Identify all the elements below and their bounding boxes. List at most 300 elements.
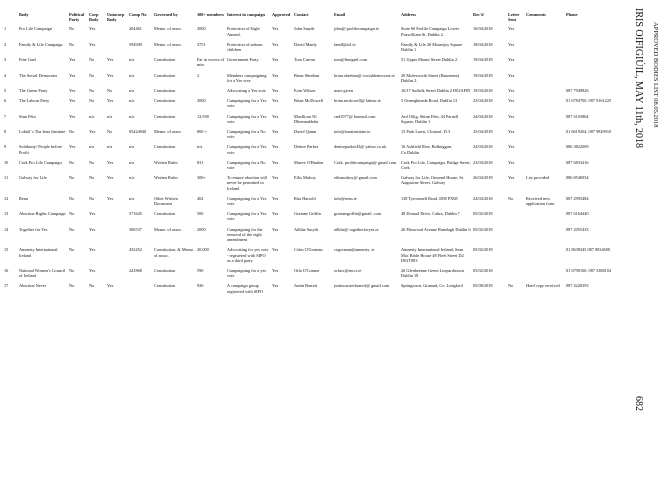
- table-cell: Cork Pro Life Campaign: [19, 159, 62, 165]
- table-cell: 2: [4, 41, 7, 47]
- table-cell: Government Party: [227, 57, 259, 63]
- running-header: [628, 8, 659, 482]
- table-row: [4, 175, 614, 196]
- table-cell: [526, 129, 566, 144]
- table-cell: Family & Life Campaign: [19, 41, 63, 47]
- table-cell: 20,000: [197, 247, 209, 253]
- table-cell: Yes: [107, 98, 114, 104]
- table-cell: Yes: [272, 283, 279, 289]
- table-cell: Lobáil 's Tha Iona Institute: [19, 129, 66, 135]
- table-cell: 24/04/2018: [473, 113, 493, 119]
- table-cell: Yes: [107, 175, 114, 181]
- table-cell: [526, 42, 566, 57]
- table-cell: [526, 160, 566, 175]
- table-cell: [107, 42, 129, 57]
- table-cell: [526, 88, 566, 98]
- table-cell: The Green Party: [19, 88, 48, 94]
- table-cell: brian.sheehan@ socialdemocrats.ie: [334, 72, 395, 78]
- column-header: Email: [334, 12, 345, 17]
- table-cell: Suite 60 Prolife Campaign Lower Fitzwilliam St. Dublin 2.: [401, 26, 459, 37]
- table-cell: 571645: [129, 211, 142, 217]
- table-cell: 01 6790100, 087 3388104: [566, 267, 612, 273]
- table-cell: 12: [4, 195, 9, 201]
- table-cell: john@ prolifecampaign.ie: [334, 26, 380, 32]
- table-cell: 594949: [129, 41, 142, 47]
- table-cell: 16 Ashfield Rise, Balbriggan, Co.Dublin: [401, 144, 452, 155]
- table-cell: A campaign group registered with SIPO: [227, 283, 264, 294]
- table-cell: 5 Ormeghmede Road, Dublin 13: [401, 98, 458, 104]
- table-cell: Constitution: [154, 283, 176, 289]
- table-row: [4, 114, 614, 129]
- table-cell: Yes: [69, 72, 76, 78]
- table-cell: Campaigning for the removal of the eight amendment: [227, 226, 263, 243]
- table-cell: Together for Yes: [19, 226, 48, 232]
- table-cell: Yes: [272, 57, 279, 63]
- table-cell: Renu: [19, 195, 29, 201]
- table-cell: 01 8638345 087 9834690: [566, 247, 611, 253]
- table-cell: info@ionainstitute.ie: [334, 129, 371, 135]
- table-cell: [107, 247, 129, 268]
- table-row: [4, 73, 614, 88]
- table-cell: Far in excess of min.: [197, 57, 225, 68]
- table-cell: [107, 26, 129, 41]
- table-cell: Yes: [107, 283, 114, 289]
- table-cell: List provided: [526, 175, 550, 181]
- table-cell: 087 7949826: [566, 88, 589, 94]
- table-cell: 51 Upper Mount Street Dublin 2.: [401, 57, 459, 63]
- table-cell: No: [508, 283, 514, 289]
- table-cell: Yes: [107, 159, 114, 165]
- table-row: [4, 160, 614, 175]
- table-row: [4, 211, 614, 226]
- table-cell: 14: [4, 226, 9, 232]
- table-cell: Memo. of assoc.: [154, 226, 183, 232]
- column-header: Political Party: [69, 12, 85, 23]
- table-cell: 087 4220393: [566, 283, 589, 289]
- table-cell: Yes: [89, 247, 96, 253]
- table-cell: Maeve O'Hanlon: [294, 159, 324, 165]
- table-cell: No: [69, 159, 75, 165]
- table-header-row: [4, 12, 614, 26]
- table-cell: 11: [4, 175, 9, 181]
- table-cell: [197, 88, 227, 98]
- table-cell: Yes: [69, 57, 76, 63]
- table-cell: No: [89, 195, 95, 201]
- table-cell: Eilis Mulroy: [294, 175, 316, 181]
- table-cell: Campaigning for a Yes vote: [227, 98, 267, 109]
- table-cell: 12,938: [197, 113, 209, 119]
- table-cell: 13: [4, 211, 9, 217]
- table-cell: The Labour Party: [19, 98, 50, 104]
- table-cell: Springtown, Granard, Co. Longford: [401, 283, 463, 289]
- table-cell: [526, 57, 566, 72]
- table-cell: Yes: [272, 226, 279, 232]
- table-cell: Abortion Never: [19, 283, 47, 289]
- table-cell: 2: [197, 72, 200, 78]
- table-cell: Amnesty International Ireland, Sean Mac Bride House 48 Fleet Street D2 D02T883: [401, 247, 464, 263]
- table-row: [4, 196, 614, 211]
- table-cell: No: [89, 57, 95, 63]
- table-cell: 23/04/2018: [473, 98, 493, 104]
- table-cell: Rita Harrold: [294, 195, 316, 201]
- table-cell: Galway for Life, Ormond House, St. Augustine Street, Galway: [401, 175, 465, 186]
- table-cell: Brian Sheehan: [294, 72, 320, 78]
- table-row: [4, 247, 614, 268]
- table-cell: cnd1977@ hotmail.com: [334, 113, 376, 119]
- table-cell: [526, 114, 566, 129]
- table-cell: Constitution: [154, 57, 176, 63]
- table-cell: n/a: [129, 72, 135, 78]
- table-cell: 48 Donard Drive, Cabra, Dublin 7: [401, 211, 460, 217]
- table-cell: n/a: [129, 175, 135, 181]
- table-cell: 300+: [197, 175, 206, 181]
- table-cell: 241868: [129, 267, 142, 273]
- table-cell: No: [69, 211, 75, 217]
- table-cell: Yes: [272, 26, 279, 32]
- table-cell: n/a: [129, 57, 135, 63]
- table-cell: 05/02/2018: [473, 211, 493, 217]
- column-header: Corp Body: [89, 12, 99, 23]
- table-cell: 500: [197, 211, 204, 217]
- table-cell: David Manly: [294, 41, 317, 47]
- table-cell: Yes: [508, 88, 515, 94]
- table-row: [4, 227, 614, 248]
- table-cell: [526, 26, 566, 41]
- table-cell: Yes: [89, 267, 96, 273]
- approved-bodies-table: [4, 12, 614, 299]
- table-cell: Written Rules: [154, 159, 178, 165]
- table-cell: Yes: [89, 26, 96, 32]
- table-cell: To ensure abortion will never be permitted in Ireland: [227, 175, 267, 191]
- table-cell: Ard Oilig, Shinn Féin, 44 Parnell Square, Dublin 1: [401, 113, 459, 124]
- table-cell: cogorman@amnesty. ie: [334, 247, 375, 253]
- table-cell: Yes: [508, 129, 515, 135]
- table-cell: Yes: [69, 98, 76, 104]
- table-cell: [129, 283, 154, 298]
- table-cell: Sinn Féin: [19, 113, 36, 119]
- table-cell: Constitution, & Memo. of assoc.: [154, 247, 195, 258]
- table-cell: 087 6103864: [566, 113, 589, 119]
- table-cell: No: [508, 195, 514, 201]
- table-cell: 05424940: [129, 129, 147, 135]
- table-cell: Other Written Document: [154, 195, 178, 207]
- table-cell: none given: [334, 88, 353, 94]
- table-cell: n/a: [89, 113, 95, 119]
- table-cell: Yes: [272, 195, 279, 201]
- table-cell: 926: [197, 283, 204, 289]
- table-cell: 087 6833416: [566, 159, 589, 165]
- column-header: Body: [19, 12, 29, 17]
- table-cell: [526, 144, 566, 159]
- table-cell: Constitution: [154, 211, 176, 217]
- table-cell: [566, 42, 614, 57]
- table-cell: Yes: [69, 144, 76, 150]
- table-cell: 204461: [129, 26, 142, 32]
- table-cell: 15: [4, 247, 9, 253]
- table-cell: Memo. of assoc.: [154, 41, 183, 47]
- table-cell: n/a: [129, 88, 135, 94]
- column-header: Rec'd: [473, 12, 484, 17]
- table-cell: Yes: [272, 267, 279, 273]
- table-cell: Fine Gael: [19, 57, 36, 63]
- table-cell: No: [69, 247, 75, 253]
- table-cell: [508, 227, 526, 248]
- table-cell: 087 2055433: [566, 226, 589, 232]
- column-header: [4, 12, 19, 26]
- table-cell: 432452: [129, 247, 142, 253]
- table-cell: Colm O'Gorman: [294, 247, 323, 253]
- table-cell: fandl@iol.ie: [334, 41, 356, 47]
- table-cell: n/a: [197, 144, 203, 150]
- table-cell: No: [89, 283, 95, 289]
- table-cell: Advocating a Yes vote: [227, 88, 266, 94]
- table-cell: [107, 227, 129, 248]
- table-cell: Yes: [89, 226, 96, 232]
- table-cell: Yes: [508, 113, 515, 119]
- table-cell: Brian McDowell: [294, 98, 323, 104]
- table-row: [4, 42, 614, 57]
- table-cell: Yes: [272, 41, 279, 47]
- table-cell: [107, 268, 129, 283]
- table-cell: Yes: [272, 129, 279, 135]
- table-cell: 3000: [197, 98, 206, 104]
- table-cell: n/a: [129, 98, 135, 104]
- table-cell: Yes: [272, 98, 279, 104]
- table-cell: grainnegriffin@gmail. com: [334, 211, 382, 217]
- table-cell: 16/04/2018: [473, 26, 493, 32]
- column-header: 300+ members: [197, 12, 224, 17]
- table-cell: Yes: [508, 159, 515, 165]
- table-cell: Yes: [107, 57, 114, 63]
- table-cell: No: [89, 159, 95, 165]
- table-cell: n/a: [129, 195, 135, 201]
- table-row: [4, 144, 614, 159]
- table-cell: 3000: [197, 26, 206, 32]
- table-cell: 26 Elmwood Avenue Ranelagh Dublin 6: [401, 226, 471, 232]
- table-cell: 086 8546934: [566, 175, 589, 181]
- table-cell: Memo. of assoc.: [154, 26, 183, 32]
- table-cell: Yes: [272, 159, 279, 165]
- table-cell: 590: [197, 267, 204, 273]
- table-cell: No: [107, 129, 113, 135]
- table-row: [4, 26, 614, 41]
- table-cell: n/a: [89, 144, 95, 150]
- table-body: [4, 26, 614, 298]
- column-header: Address: [401, 12, 416, 17]
- table-cell: 19/04/2018: [473, 72, 493, 78]
- table-cell: Justin Barrett: [294, 283, 318, 289]
- table-cell: Yes: [89, 41, 96, 47]
- table-cell: Maolliosa Ní Dhomnabháin: [294, 113, 319, 124]
- table-cell: Campaigning for a yes vote: [227, 267, 267, 279]
- table-cell: Written Rules: [154, 175, 178, 181]
- table-cell: 17: [4, 283, 9, 289]
- table-cell: [526, 73, 566, 88]
- table-cell: 3: [4, 57, 7, 63]
- table-cell: Constitution: [154, 113, 176, 119]
- table-cell: No: [69, 226, 75, 232]
- table-cell: 15 Park Lawn, Clontarf, D.3: [401, 129, 451, 135]
- table-cell: David Quinn: [294, 129, 317, 135]
- table-cell: 05/02/2018: [473, 226, 493, 232]
- table-cell: [566, 73, 614, 88]
- table-cell: Yes: [272, 72, 279, 78]
- table-cell: Yes: [272, 211, 279, 217]
- table-cell: Constitution: [154, 88, 176, 94]
- table-cell: Family & Life 26 Mountjoy Square Dublin 1: [401, 41, 463, 53]
- table-cell: Cork Pro Life, Campaign, Bridge Street, Cork: [401, 159, 471, 171]
- table-cell: brian.mcdowell@ labour.ie: [334, 98, 381, 104]
- table-cell: 086 3822009: [566, 144, 589, 150]
- table-cell: No: [89, 175, 95, 181]
- table-cell: 26 Glenbeenne Green Leopardstown Dublin 18: [401, 267, 465, 279]
- table-cell: Constitution: [154, 98, 176, 104]
- table-cell: 5: [4, 88, 7, 94]
- table-cell: n/a: [129, 144, 135, 150]
- table-cell: 6: [4, 98, 7, 104]
- table-cell: The Social Democrats: [19, 72, 58, 78]
- table-cell: Yes: [89, 129, 96, 135]
- table-cell: n/a: [129, 159, 135, 165]
- table-cell: [508, 211, 526, 226]
- table-cell: Constitution: [154, 267, 176, 273]
- table-cell: Campaigning for a Yes vote: [227, 144, 267, 155]
- table-cell: No: [69, 175, 75, 181]
- page-number: 682: [633, 396, 644, 411]
- column-header: Approved: [272, 12, 291, 17]
- table-cell: 402: [197, 195, 204, 201]
- column-header: Phone: [566, 12, 578, 17]
- table-cell: Solidarity/ People before Profit: [19, 144, 62, 155]
- table-cell: Yes: [508, 26, 515, 32]
- table-row: [4, 57, 614, 72]
- table-cell: Tom Curran: [294, 57, 315, 63]
- list-subtitle: APPROVED BODIES LIST 08.05.2018: [652, 22, 659, 128]
- table-cell: orlaoc@nwci.ie: [334, 267, 362, 273]
- table-cell: 16: [4, 267, 9, 273]
- table-cell: Yes: [508, 41, 515, 47]
- table-cell: No: [89, 98, 95, 104]
- table-row: [4, 268, 614, 283]
- column-header: Contact: [294, 12, 309, 17]
- gazette-title: IRIS OIFIGIÚIL, MAY 11th, 2018: [633, 8, 644, 148]
- table-cell: 20 Molesworth Street (Basement) Dublin 2.: [401, 72, 460, 83]
- table-cell: [107, 211, 129, 226]
- table-cell: Protection of Eight Amend.: [227, 26, 260, 37]
- table-cell: 831: [197, 159, 204, 165]
- table-cell: 05/08/2018: [473, 283, 493, 289]
- table-cell: 05/02/2018: [473, 267, 493, 273]
- table-cell: tom@finegael.com: [334, 57, 367, 63]
- table-cell: 3751: [197, 41, 206, 47]
- table-cell: 24/04/2018: [473, 195, 493, 201]
- table-cell: Abortion Rights Campaign: [19, 211, 66, 217]
- table-cell: 16/17 Suffolk Street Dublin 2 D02AF85: [401, 88, 471, 94]
- table-cell: 4: [4, 72, 7, 78]
- table-cell: [508, 247, 526, 268]
- table-cell: Yes: [107, 72, 114, 78]
- table-cell: National Women's Council of Ireland: [19, 267, 66, 279]
- table-cell: Yes: [89, 211, 96, 217]
- table-cell: 087 2995484: [566, 195, 589, 201]
- table-cell: 9: [4, 144, 7, 150]
- table-cell: Memo. of assoc.: [154, 129, 183, 135]
- table-cell: Yes: [508, 72, 515, 78]
- table-cell: Yes: [508, 175, 515, 181]
- table-cell: 18/04/2018: [473, 41, 493, 47]
- table-cell: 138 Tyrconnell Road, D08 PX68: [401, 195, 458, 201]
- table-row: [4, 88, 614, 98]
- table-cell: [566, 57, 614, 72]
- table-cell: 24/04/2018: [473, 144, 493, 150]
- table-cell: Ailbhe Smyth: [294, 226, 318, 232]
- table-cell: n/a: [107, 113, 113, 119]
- table-cell: n/a: [129, 113, 135, 119]
- table-cell: No: [69, 26, 75, 32]
- table-cell: 8: [4, 129, 7, 135]
- table-cell: Amnesty International Ireland: [19, 247, 58, 258]
- table-cell: [566, 26, 614, 41]
- column-header: Letter Sent: [508, 12, 520, 23]
- table-cell: Yes: [272, 144, 279, 150]
- table-cell: Campaigning for a No vote: [227, 159, 266, 171]
- table-cell: [526, 211, 566, 226]
- table-cell: deniseparker43@ yahoo.co.uk: [334, 144, 387, 150]
- column-header: Unincorp Body: [107, 12, 125, 23]
- table-cell: No: [69, 283, 75, 289]
- table-cell: Yes: [107, 195, 114, 201]
- table-cell: Pro Life Campaign: [19, 26, 52, 32]
- table-cell: No: [107, 88, 113, 94]
- table-row: [4, 283, 614, 298]
- table-cell: 25/04/2018: [473, 129, 493, 135]
- table-cell: ailbhe@ togetherforyes.ie: [334, 226, 379, 232]
- table-cell: Cork. prolifecampaign@ gmail.com: [334, 159, 397, 165]
- table-cell: 2000: [197, 226, 206, 232]
- column-header: Comp No: [129, 12, 147, 17]
- table-cell: info@renu.ie: [334, 195, 357, 201]
- table-cell: 23/04/2018: [473, 159, 493, 165]
- table-cell: 01 6784700, 087 9161225: [566, 98, 612, 104]
- column-header: Governed by: [154, 12, 178, 17]
- table-cell: No: [69, 195, 75, 201]
- table-row: [4, 129, 614, 144]
- table-cell: justincarrierbarrett@ gmail.com: [334, 283, 390, 289]
- table-cell: 10: [4, 159, 9, 165]
- table-cell: 19/04/2018: [473, 57, 493, 63]
- table-cell: Orla O'Connor: [294, 267, 320, 273]
- table-cell: [526, 268, 566, 283]
- table-cell: Received new application form: [526, 195, 555, 207]
- table-cell: 26/04/2018: [473, 175, 493, 181]
- table-cell: No: [89, 88, 95, 94]
- table-cell: John Smyth: [294, 26, 315, 32]
- table-cell: 1: [4, 26, 7, 32]
- table-cell: Yes: [272, 247, 279, 253]
- table-cell: Yes: [69, 113, 76, 119]
- table-cell: [526, 247, 566, 268]
- table-cell: Yes: [508, 98, 515, 104]
- table-cell: No: [69, 267, 75, 273]
- table-cell: 19/04/2018: [473, 88, 493, 94]
- column-header: Interest in campaign: [227, 12, 265, 17]
- table-cell: Protection of unborn children: [227, 41, 263, 53]
- table-cell: [526, 98, 566, 113]
- table-row: [4, 98, 614, 113]
- table-cell: 800 +: [197, 129, 207, 135]
- table-cell: Yes: [272, 113, 279, 119]
- table-cell: Yes: [272, 175, 279, 181]
